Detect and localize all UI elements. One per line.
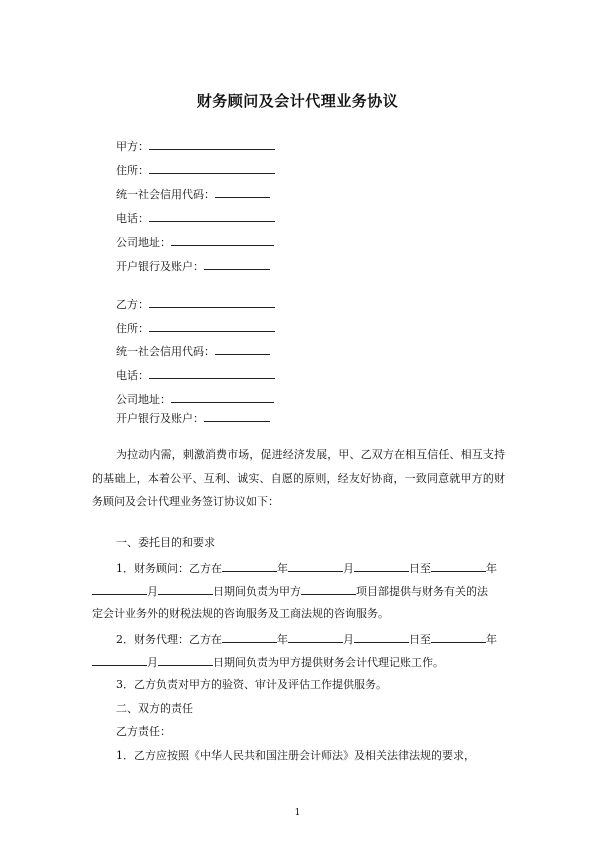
party-b-duty-heading: 乙方责任：	[116, 725, 171, 738]
item-2-line-1: 2．财务代理：乙方在 年 月 日至 年	[116, 633, 497, 646]
fill-blank	[158, 654, 213, 666]
duty-1: 1．乙方应按照《中华人民共和国注册会计师法》及相关法律法规的要求，	[116, 749, 475, 762]
fill-blank	[149, 367, 275, 379]
fill-blank	[215, 343, 270, 355]
party-a-name-field: 甲方：	[116, 138, 275, 154]
fill-blank	[92, 583, 147, 595]
party-b-address-field: 住所：	[116, 320, 275, 336]
fill-blank	[149, 320, 275, 332]
fill-blank	[431, 560, 486, 572]
item-2-line-2: 月 日期间负责为甲方提供财务会计代理记账工作。	[92, 654, 505, 670]
party-a-company-address-field: 公司地址：	[116, 234, 274, 250]
item-1-line-1: 1．财务顾问：乙方在 年 月 日至 年	[116, 562, 497, 575]
fill-blank	[431, 631, 486, 643]
fill-blank	[92, 654, 147, 666]
party-b-name-field: 乙方：	[116, 296, 275, 312]
fill-blank	[149, 296, 275, 308]
fill-blank	[354, 631, 409, 643]
party-a-bank-field: 开户银行及账户：	[116, 258, 270, 274]
party-b-company-address-field: 公司地址：	[116, 391, 274, 407]
section-2-heading: 二、双方的责任	[116, 702, 193, 715]
party-b-bank-field: 开户银行及账户：	[116, 410, 270, 426]
item-1-line-3: 定会计业务外的财税法规的咨询服务及工商法规的咨询服务。	[92, 607, 389, 620]
fill-blank	[158, 583, 213, 595]
fill-blank	[149, 210, 275, 222]
fill-blank	[288, 631, 343, 643]
fill-blank	[204, 410, 270, 422]
fill-blank	[222, 631, 277, 643]
section-1-heading: 一、委托目的和要求	[116, 536, 215, 549]
fill-blank	[149, 162, 275, 174]
fill-blank	[222, 560, 277, 572]
fill-blank	[301, 583, 356, 595]
intro-paragraph: 为拉动内需，刺激消费市场，促进经济发展，甲、乙双方在相互信任、相互支持的基础上，本着公平、互利、诚实、自愿的原则，经友好协商，一致同意就甲方的财务顾问及会计代理业务签订协议如下：	[92, 448, 505, 508]
party-a-phone-field: 电话：	[116, 210, 275, 226]
party-a-credit-code-field: 统一社会信用代码：	[116, 186, 270, 202]
fill-blank	[204, 258, 270, 270]
fill-blank	[149, 138, 275, 150]
party-a-address-field: 住所：	[116, 162, 275, 178]
fill-blank	[171, 234, 274, 246]
fill-blank	[288, 560, 343, 572]
fill-blank	[215, 186, 270, 198]
fill-blank	[171, 391, 274, 403]
party-b-phone-field: 电话：	[116, 367, 275, 383]
page-number: 1	[294, 808, 301, 818]
item-1-line-2: 月 日期间负责为甲方 项目部提供与财务有关的法	[92, 583, 505, 599]
fill-blank	[354, 560, 409, 572]
item-3: 3．乙方负责对甲方的验资、审计及评估工作提供服务。	[116, 678, 387, 691]
document-title: 财务顾问及会计代理业务协议	[196, 92, 399, 110]
party-b-credit-code-field: 统一社会信用代码：	[116, 343, 270, 359]
